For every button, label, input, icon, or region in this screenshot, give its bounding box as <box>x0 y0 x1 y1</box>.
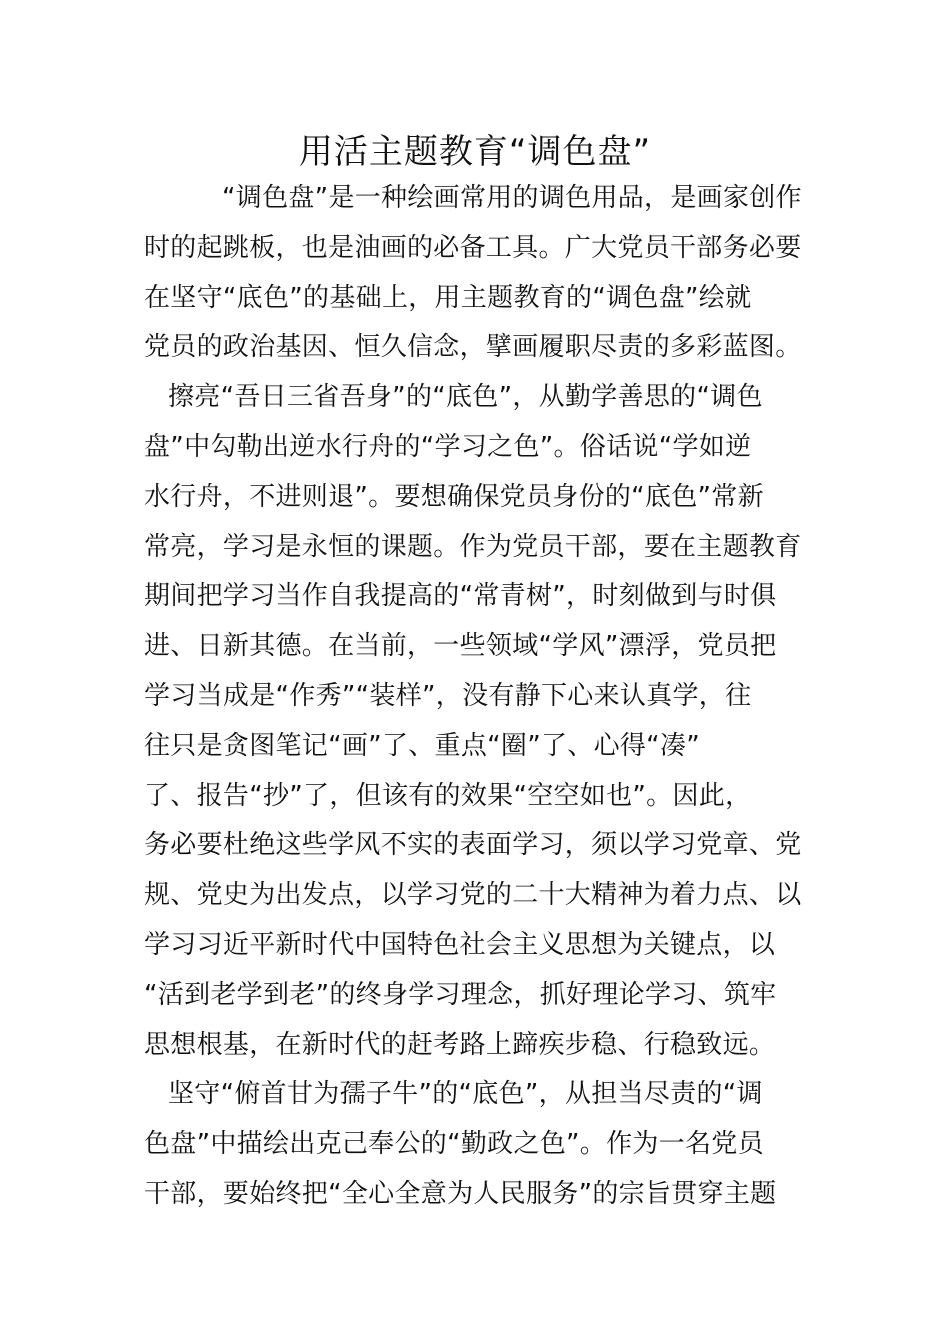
paragraph-2-line: 学习习近平新时代中国特色社会主义思想为关键点，以 <box>144 929 776 960</box>
document-body <box>144 174 810 1220</box>
paragraph-2-line: 往只是贪图笔记“画”了、重点“圈”了、心得“凑” <box>144 730 701 761</box>
paragraph-1-line: 时的起跳板，也是油画的必备工具。广大党员干部务必要 <box>144 232 802 263</box>
paragraph-2-line: 学习当成是“作秀”“装样”，没有静下心来认真学，往 <box>144 680 752 711</box>
paragraph-3-line: 干部，要始终把“全心全意为人民服务”的宗旨贯穿主题 <box>144 1178 777 1209</box>
paragraph-1-line: “调色盘”是一种绘画常用的调色用品，是画家创作 <box>222 183 802 213</box>
paragraph-2-line: 务必要杜绝这些学风不实的表面学习，须以学习党章、党 <box>144 830 802 861</box>
paragraph-2-line: “活到老学到老”的终身学习理念，抓好理论学习、筑牢 <box>144 979 777 1010</box>
paragraph-2-line: 水行舟，不进则退”。要想确保党员身份的“底色”常新 <box>144 481 764 512</box>
paragraph-2-line: 擦亮“吾日三省吾身”的“底色”，从勤学善思的“调色 <box>168 382 763 413</box>
paragraph-2-line: 规、党史为出发点，以学习党的二十大精神为着力点、以 <box>144 880 802 911</box>
paragraph-2-line: 盘”中勾勒出逆水行舟的“学习之色”。俗话说“学如逆 <box>144 431 752 462</box>
paragraph-1-line: 在坚守“底色”的基础上，用主题教育的“调色盘”绘就 <box>144 282 752 313</box>
paragraph-3-line: 色盘”中描绘出克己奉公的“勤政之色”。作为一名党员 <box>144 1129 764 1160</box>
paragraph-2-line: 了、报告“抄”了，但该有的效果“空空如也”。因此， <box>144 780 752 811</box>
paragraph-2-line: 期间把学习当作自我提高的“常青树”，时刻做到与时俱 <box>144 581 777 612</box>
document-title: 用活主题教育“调色盘” <box>298 132 652 172</box>
paragraph-3-line: 坚守“俯首甘为孺子牛”的“底色”，从担当尽责的“调 <box>168 1079 763 1110</box>
paragraph-2-line: 进、日新其德。在当前，一些领域“学风”漂浮，党员把 <box>144 631 777 662</box>
paragraph-1-line: 党员的政治基因、恒久信念，擘画履职尽责的多彩蓝图。 <box>144 332 802 363</box>
paragraph-2-line: 常亮，学习是永恒的课题。作为党员干部，要在主题教育 <box>144 531 802 562</box>
paragraph-2-line: 思想根基，在新时代的赶考路上蹄疾步稳、行稳致远。 <box>144 1029 776 1060</box>
